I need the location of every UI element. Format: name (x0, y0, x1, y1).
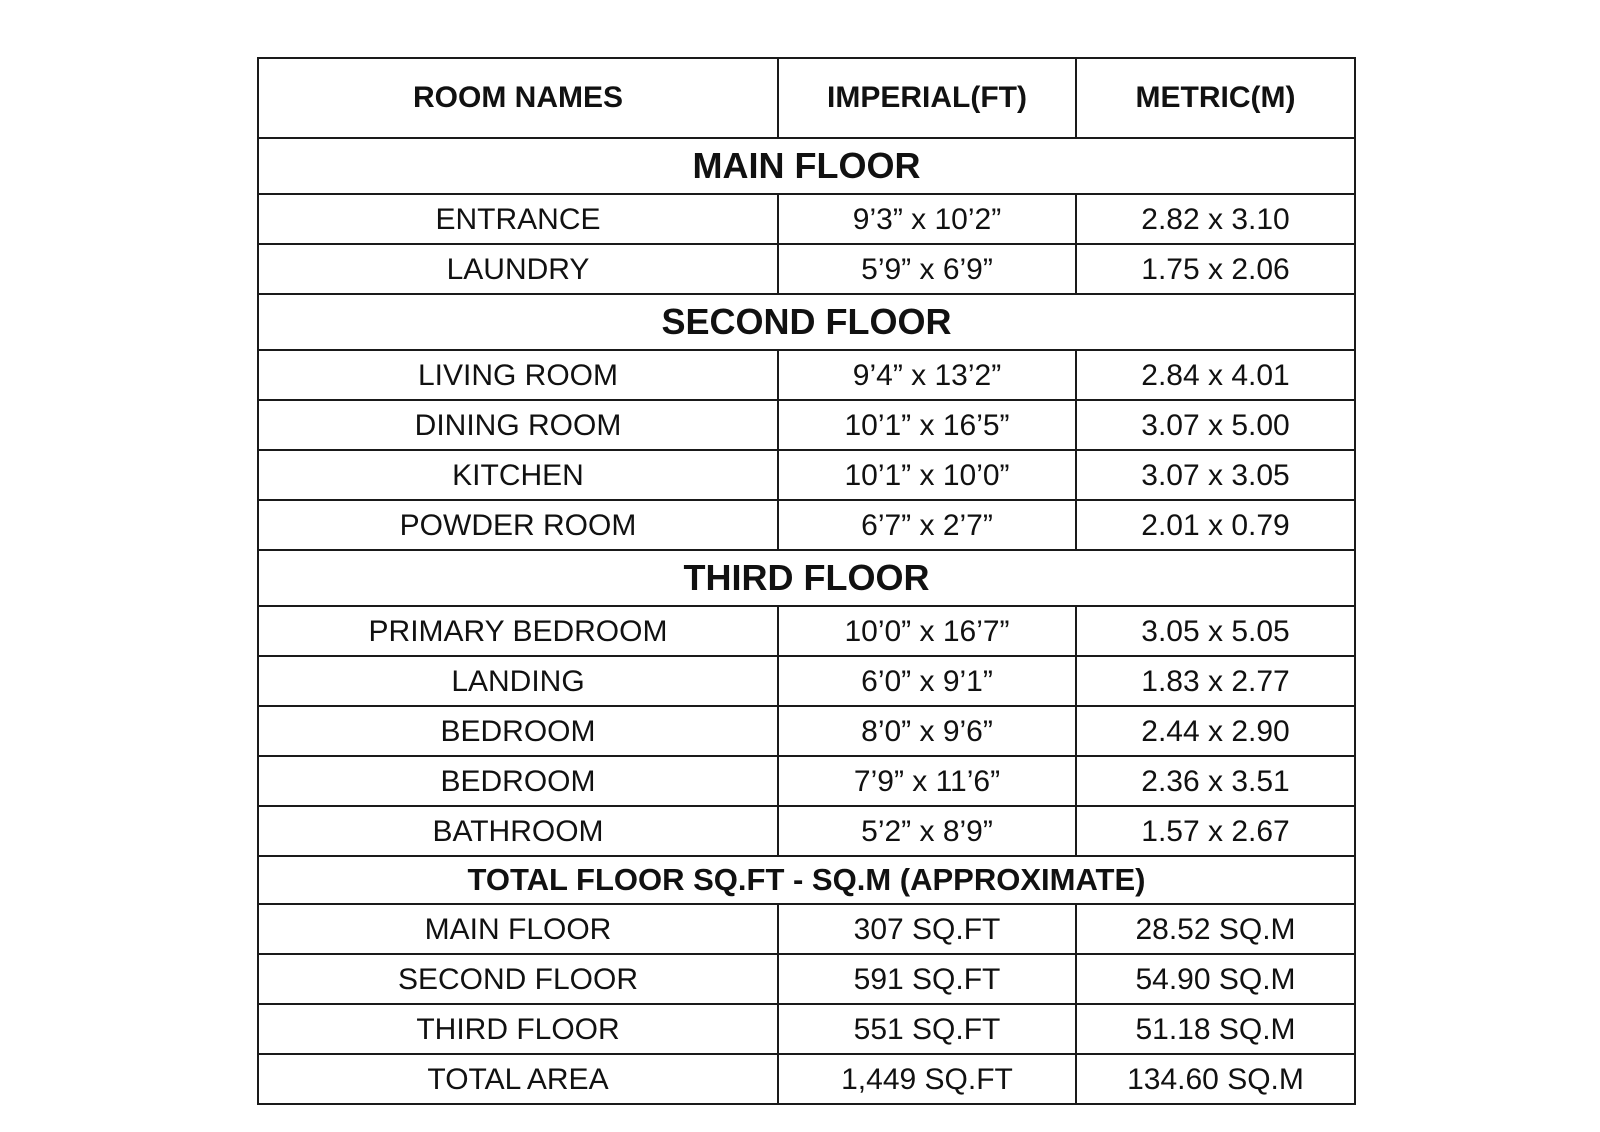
imperial-value: 10’0” x 16’7” (778, 606, 1076, 656)
table-row (258, 1004, 1355, 1054)
metric-header: METRIC(M) (1076, 58, 1355, 138)
header-row (258, 58, 1355, 138)
metric-value: 2.82 x 3.10 (1076, 194, 1355, 244)
imperial-area: 551 SQ.FT (778, 1004, 1076, 1054)
imperial-area: 1,449 SQ.FT (778, 1054, 1076, 1104)
metric-area: 54.90 SQ.M (1076, 954, 1355, 1004)
room-name: DINING ROOM (258, 400, 778, 450)
metric-value: 2.44 x 2.90 (1076, 706, 1355, 756)
table-row (258, 194, 1355, 244)
room-name: KITCHEN (258, 450, 778, 500)
floor-name: MAIN FLOOR (258, 904, 778, 954)
section-row-third-floor (258, 550, 1355, 606)
imperial-area: 591 SQ.FT (778, 954, 1076, 1004)
metric-value: 1.57 x 2.67 (1076, 806, 1355, 856)
room-name: BEDROOM (258, 756, 778, 806)
metric-value: 1.83 x 2.77 (1076, 656, 1355, 706)
room-name: BEDROOM (258, 706, 778, 756)
imperial-value: 6’7” x 2’7” (778, 500, 1076, 550)
room-name: LAUNDRY (258, 244, 778, 294)
imperial-value: 6’0” x 9’1” (778, 656, 1076, 706)
room-name: ENTRANCE (258, 194, 778, 244)
floor-name: SECOND FLOOR (258, 954, 778, 1004)
table-row (258, 500, 1355, 550)
room-names-header: ROOM NAMES (258, 58, 778, 138)
imperial-header: IMPERIAL(FT) (778, 58, 1076, 138)
room-name: PRIMARY BEDROOM (258, 606, 778, 656)
metric-value: 2.84 x 4.01 (1076, 350, 1355, 400)
imperial-value: 9’4” x 13’2” (778, 350, 1076, 400)
room-name: LANDING (258, 656, 778, 706)
metric-value: 3.05 x 5.05 (1076, 606, 1355, 656)
room-name: BATHROOM (258, 806, 778, 856)
section-title-second-floor: SECOND FLOOR (258, 294, 1355, 350)
section-title-main-floor: MAIN FLOOR (258, 138, 1355, 194)
section-row-second-floor (258, 294, 1355, 350)
imperial-value: 9’3” x 10’2” (778, 194, 1076, 244)
table-row (258, 806, 1355, 856)
table-row (258, 706, 1355, 756)
room-name: LIVING ROOM (258, 350, 778, 400)
table-row (258, 244, 1355, 294)
metric-value: 3.07 x 5.00 (1076, 400, 1355, 450)
imperial-area: 307 SQ.FT (778, 904, 1076, 954)
table-row (258, 400, 1355, 450)
section-title-totals: TOTAL FLOOR SQ.FT - SQ.M (APPROXIMATE) (258, 856, 1355, 904)
metric-value: 1.75 x 2.06 (1076, 244, 1355, 294)
table-row (258, 450, 1355, 500)
metric-area: 134.60 SQ.M (1076, 1054, 1355, 1104)
section-row-totals (258, 856, 1355, 904)
section-row-main-floor (258, 138, 1355, 194)
imperial-value: 5’9” x 6’9” (778, 244, 1076, 294)
imperial-value: 7’9” x 11’6” (778, 756, 1076, 806)
imperial-value: 10’1” x 10’0” (778, 450, 1076, 500)
imperial-value: 8’0” x 9’6” (778, 706, 1076, 756)
room-dimensions-table (257, 57, 1356, 1105)
metric-area: 28.52 SQ.M (1076, 904, 1355, 954)
table-row (258, 1054, 1355, 1104)
room-name: POWDER ROOM (258, 500, 778, 550)
imperial-value: 10’1” x 16’5” (778, 400, 1076, 450)
metric-value: 2.01 x 0.79 (1076, 500, 1355, 550)
section-title-third-floor: THIRD FLOOR (258, 550, 1355, 606)
floor-name: THIRD FLOOR (258, 1004, 778, 1054)
imperial-value: 5’2” x 8’9” (778, 806, 1076, 856)
table-row (258, 954, 1355, 1004)
table-row (258, 904, 1355, 954)
metric-value: 3.07 x 3.05 (1076, 450, 1355, 500)
metric-value: 2.36 x 3.51 (1076, 756, 1355, 806)
table-row (258, 756, 1355, 806)
floor-name: TOTAL AREA (258, 1054, 778, 1104)
metric-area: 51.18 SQ.M (1076, 1004, 1355, 1054)
table-row (258, 606, 1355, 656)
table-row (258, 350, 1355, 400)
table-row (258, 656, 1355, 706)
